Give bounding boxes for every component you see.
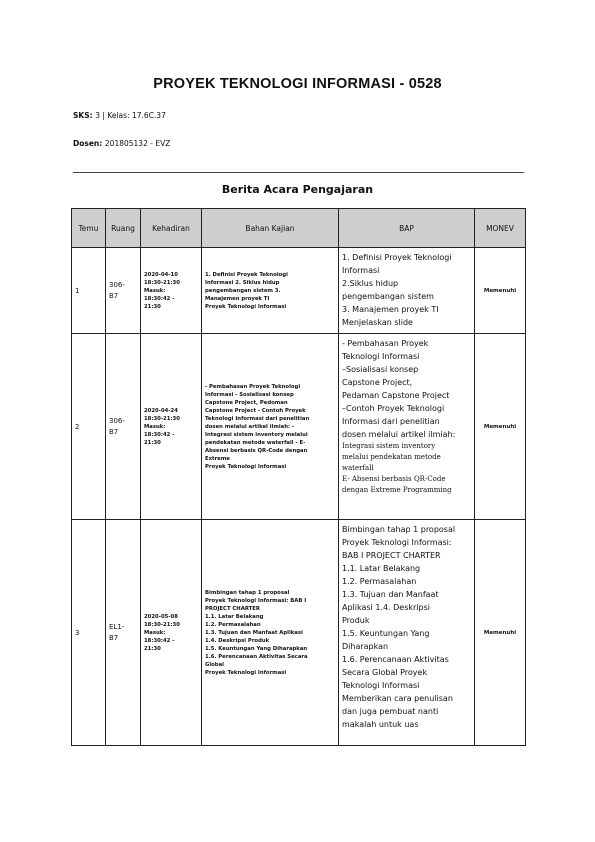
cell-bap-line: Bimbingan tahap 1 proposal [342, 525, 456, 534]
cell-ruang-line: B7 [109, 427, 119, 436]
cell-kehadiran-line: Masuk: [144, 423, 166, 430]
cell-monev: Memenuhi [475, 520, 526, 746]
cell-kehadiran [141, 334, 202, 520]
cell-kehadiran-line: 18:30:42 - [144, 637, 175, 644]
cell-bahan-kajian-line: Informasi 2. Siklus hidup [205, 279, 280, 286]
cell-bap-line: 1.2. Permasalahan [342, 577, 417, 586]
header-monev: MONEV [475, 209, 526, 248]
cell-bap-line: waterfall [342, 464, 374, 472]
cell-kehadiran-line: 21:30 [144, 439, 161, 446]
cell-bahan-kajian [202, 520, 339, 746]
cell-bap-line: Pedaman Capstone Project [342, 391, 450, 400]
header-bahan-kajian: Bahan Kajian [202, 209, 339, 248]
section-title: Berita Acara Pengajaran [221, 183, 374, 196]
cell-bap [339, 334, 475, 520]
cell-bahan-kajian-line: Informasi - Sosialisasi konsep [205, 391, 294, 398]
cell-bap-line: BAB I PROJECT CHARTER [342, 551, 441, 560]
cell-ruang [106, 334, 141, 520]
header-kehadiran: Kehadiran [141, 209, 202, 248]
sks-line [73, 111, 166, 120]
cell-bap-line: 1.6. Perencanaan Aktivitas [342, 655, 449, 664]
cell-kehadiran-line: Masuk: [144, 287, 166, 294]
berita-acara-table [71, 208, 526, 746]
cell-ruang [106, 520, 141, 746]
cell-bahan-kajian-line: Proyek Teknologi Informasi [205, 463, 287, 470]
cell-kehadiran-line: 21:30 [144, 645, 161, 652]
cell-bahan-kajian-line: pendekatan metode waterfall - E- [205, 439, 306, 446]
dosen-label: Dosen: [73, 139, 103, 148]
cell-bap [339, 520, 475, 746]
cell-bap-line: Aplikasi 1.4. Deskripsi [342, 603, 430, 612]
cell-ruang-line: 306- [109, 416, 125, 425]
cell-bap-line: Informasi [342, 266, 380, 275]
cell-bahan-kajian-line: Global [205, 661, 224, 668]
cell-bap-line: 1.5. Keuntungan Yang [342, 629, 430, 638]
cell-bahan-kajian-line: Manajemen proyek TI [205, 295, 270, 302]
cell-bap-line: –Contoh Proyek Teknologi [342, 404, 445, 413]
header-bap: BAP [339, 209, 475, 248]
cell-bahan-kajian-line: 1.5. Keuntungan Yang Diharapkan [205, 645, 308, 652]
cell-bap-line: dan juga pembuat nanti [342, 707, 439, 716]
cell-bahan-kajian-line: Integrasi sistem inventory melalui [205, 431, 308, 438]
cell-kehadiran [141, 520, 202, 746]
cell-bap-line: 2.Siklus hidup [342, 279, 399, 288]
cell-monev: Memenuhi [475, 248, 526, 334]
cell-kehadiran-line: 2020-04-24 [144, 407, 178, 414]
divider [73, 172, 524, 173]
cell-bap-line: makalah untuk uas [342, 720, 419, 729]
cell-bahan-kajian-line: Absensi berbasis QR-Code dengan [205, 447, 308, 454]
cell-ruang [106, 248, 141, 334]
cell-bahan-kajian-line: Teknologi Informasi dari penelitian [205, 415, 310, 422]
cell-ruang-line: B7 [109, 633, 119, 642]
cell-bap-line: Produk [342, 616, 370, 625]
cell-kehadiran-line: 21:30 [144, 303, 161, 310]
cell-bap-line: E- Absensi berbasis QR-Code [342, 475, 446, 483]
cell-bap-line: Informasi dari penelitian [342, 417, 440, 426]
cell-ruang-line: EL1- [109, 622, 125, 631]
cell-kehadiran-line: 18:30-21:30 [144, 279, 180, 286]
cell-bahan-kajian-line: PROJECT CHARTER [205, 605, 260, 612]
cell-bahan-kajian-line: 1.6. Perencanaan Aktivitas Secara [205, 653, 308, 660]
cell-bahan-kajian-line: Capstone Project - Contoh Proyek [205, 407, 306, 414]
header-ruang: Ruang [106, 209, 141, 248]
cell-ruang-line: B7 [109, 291, 119, 300]
cell-bap-line: pengembangan sistem [342, 292, 434, 301]
cell-bap-line: Teknologi Informasi [342, 681, 420, 690]
cell-bahan-kajian-line: 1. Definisi Proyek Teknologi [205, 271, 288, 278]
cell-bap-line: –Sosialisasi konsep [342, 365, 419, 374]
cell-kehadiran-line: 18:30-21:30 [144, 621, 180, 628]
cell-temu: 2 [72, 334, 106, 520]
cell-bap-line: 1.3. Tujuan dan Manfaat [342, 590, 439, 599]
cell-temu: 1 [72, 248, 106, 334]
cell-bahan-kajian-line: 1.1. Latar Belakang [205, 613, 264, 620]
cell-bahan-kajian [202, 248, 339, 334]
table-row [72, 248, 526, 334]
cell-bap-line: dosen melalui artikel ilmiah: [342, 430, 456, 439]
dosen-line [73, 139, 170, 148]
cell-bahan-kajian-line: Bimbingan tahap 1 proposal [205, 589, 290, 596]
cell-bahan-kajian-line: Proyek Teknologi Informasi: BAB I [205, 597, 307, 604]
cell-bap-line: dengan Extreme Programming [342, 486, 452, 494]
cell-bahan-kajian-line: pengembangan sistem 3. [205, 287, 281, 294]
cell-monev: Memenuhi [475, 334, 526, 520]
cell-kehadiran-line: 18:30:42 - [144, 295, 175, 302]
cell-kehadiran-line: 2020-05-08 [144, 613, 178, 620]
cell-kehadiran [141, 248, 202, 334]
cell-bap-line: 3. Manajemen proyek TI [342, 305, 439, 314]
cell-kehadiran-line: 18:30:42 - [144, 431, 175, 438]
cell-bahan-kajian-line: Capstone Project, Pedoman [205, 399, 288, 406]
cell-bap-line: Integrasi sistem inventory [342, 442, 436, 450]
table-row [72, 520, 526, 746]
cell-kehadiran-line: 2020-04-10 [144, 271, 178, 278]
cell-bap-line: Memberikan cara penulisan [342, 694, 453, 703]
cell-kehadiran-line: 18:30-21:30 [144, 415, 180, 422]
table-row [72, 334, 526, 520]
cell-kehadiran-line: Masuk: [144, 629, 166, 636]
cell-bap-line: melalui pendekatan metode [342, 453, 441, 461]
cell-bahan-kajian-line: 1.3. Tujuan dan Manfaat Aplikasi [205, 629, 303, 636]
cell-ruang-line: 306- [109, 280, 125, 289]
sks-label: SKS: [73, 111, 93, 120]
cell-bahan-kajian-line: Proyek Teknologi Informasi [205, 669, 287, 676]
cell-bahan-kajian [202, 334, 339, 520]
cell-temu: 3 [72, 520, 106, 746]
cell-bap-line: Secara Global Proyek [342, 668, 428, 677]
cell-bahan-kajian-line: 1.4. Deskripsi Produk [205, 637, 270, 644]
cell-bap-line: Capstone Project, [342, 378, 413, 387]
document-title: PROYEK TEKNOLOGI INFORMASI - 0528 [153, 76, 442, 92]
cell-bap [339, 248, 475, 334]
dosen-value: 201805132 - EVZ [104, 139, 171, 148]
table-header-row [72, 209, 526, 248]
cell-bahan-kajian-line: Proyek Teknologi Informasi [205, 303, 287, 310]
cell-bahan-kajian-line: - Pembahasan Proyek Teknologi [205, 383, 301, 390]
cell-bahan-kajian-line: Extreme [205, 455, 230, 462]
cell-bap-line: Teknologi Informasi [342, 352, 420, 361]
sks-value: 3 | Kelas: 17.6C.37 [95, 111, 166, 120]
cell-bahan-kajian-line: 1.2. Permasalahan [205, 621, 261, 628]
cell-bap-line: 1. Definisi Proyek Teknologi [342, 253, 452, 262]
cell-bahan-kajian-line: dosen melalui artikel ilmiah: - [205, 423, 295, 430]
cell-bap-line: Menjelaskan slide [342, 318, 413, 327]
cell-bap-line: Diharapkan [342, 642, 389, 651]
cell-bap-line: Proyek Teknologi Informasi: [342, 538, 452, 547]
header-temu: Temu [72, 209, 106, 248]
cell-bap-line: 1.1. Latar Belakang [342, 564, 421, 573]
cell-bap-line: - Pembahasan Proyek [342, 339, 429, 348]
